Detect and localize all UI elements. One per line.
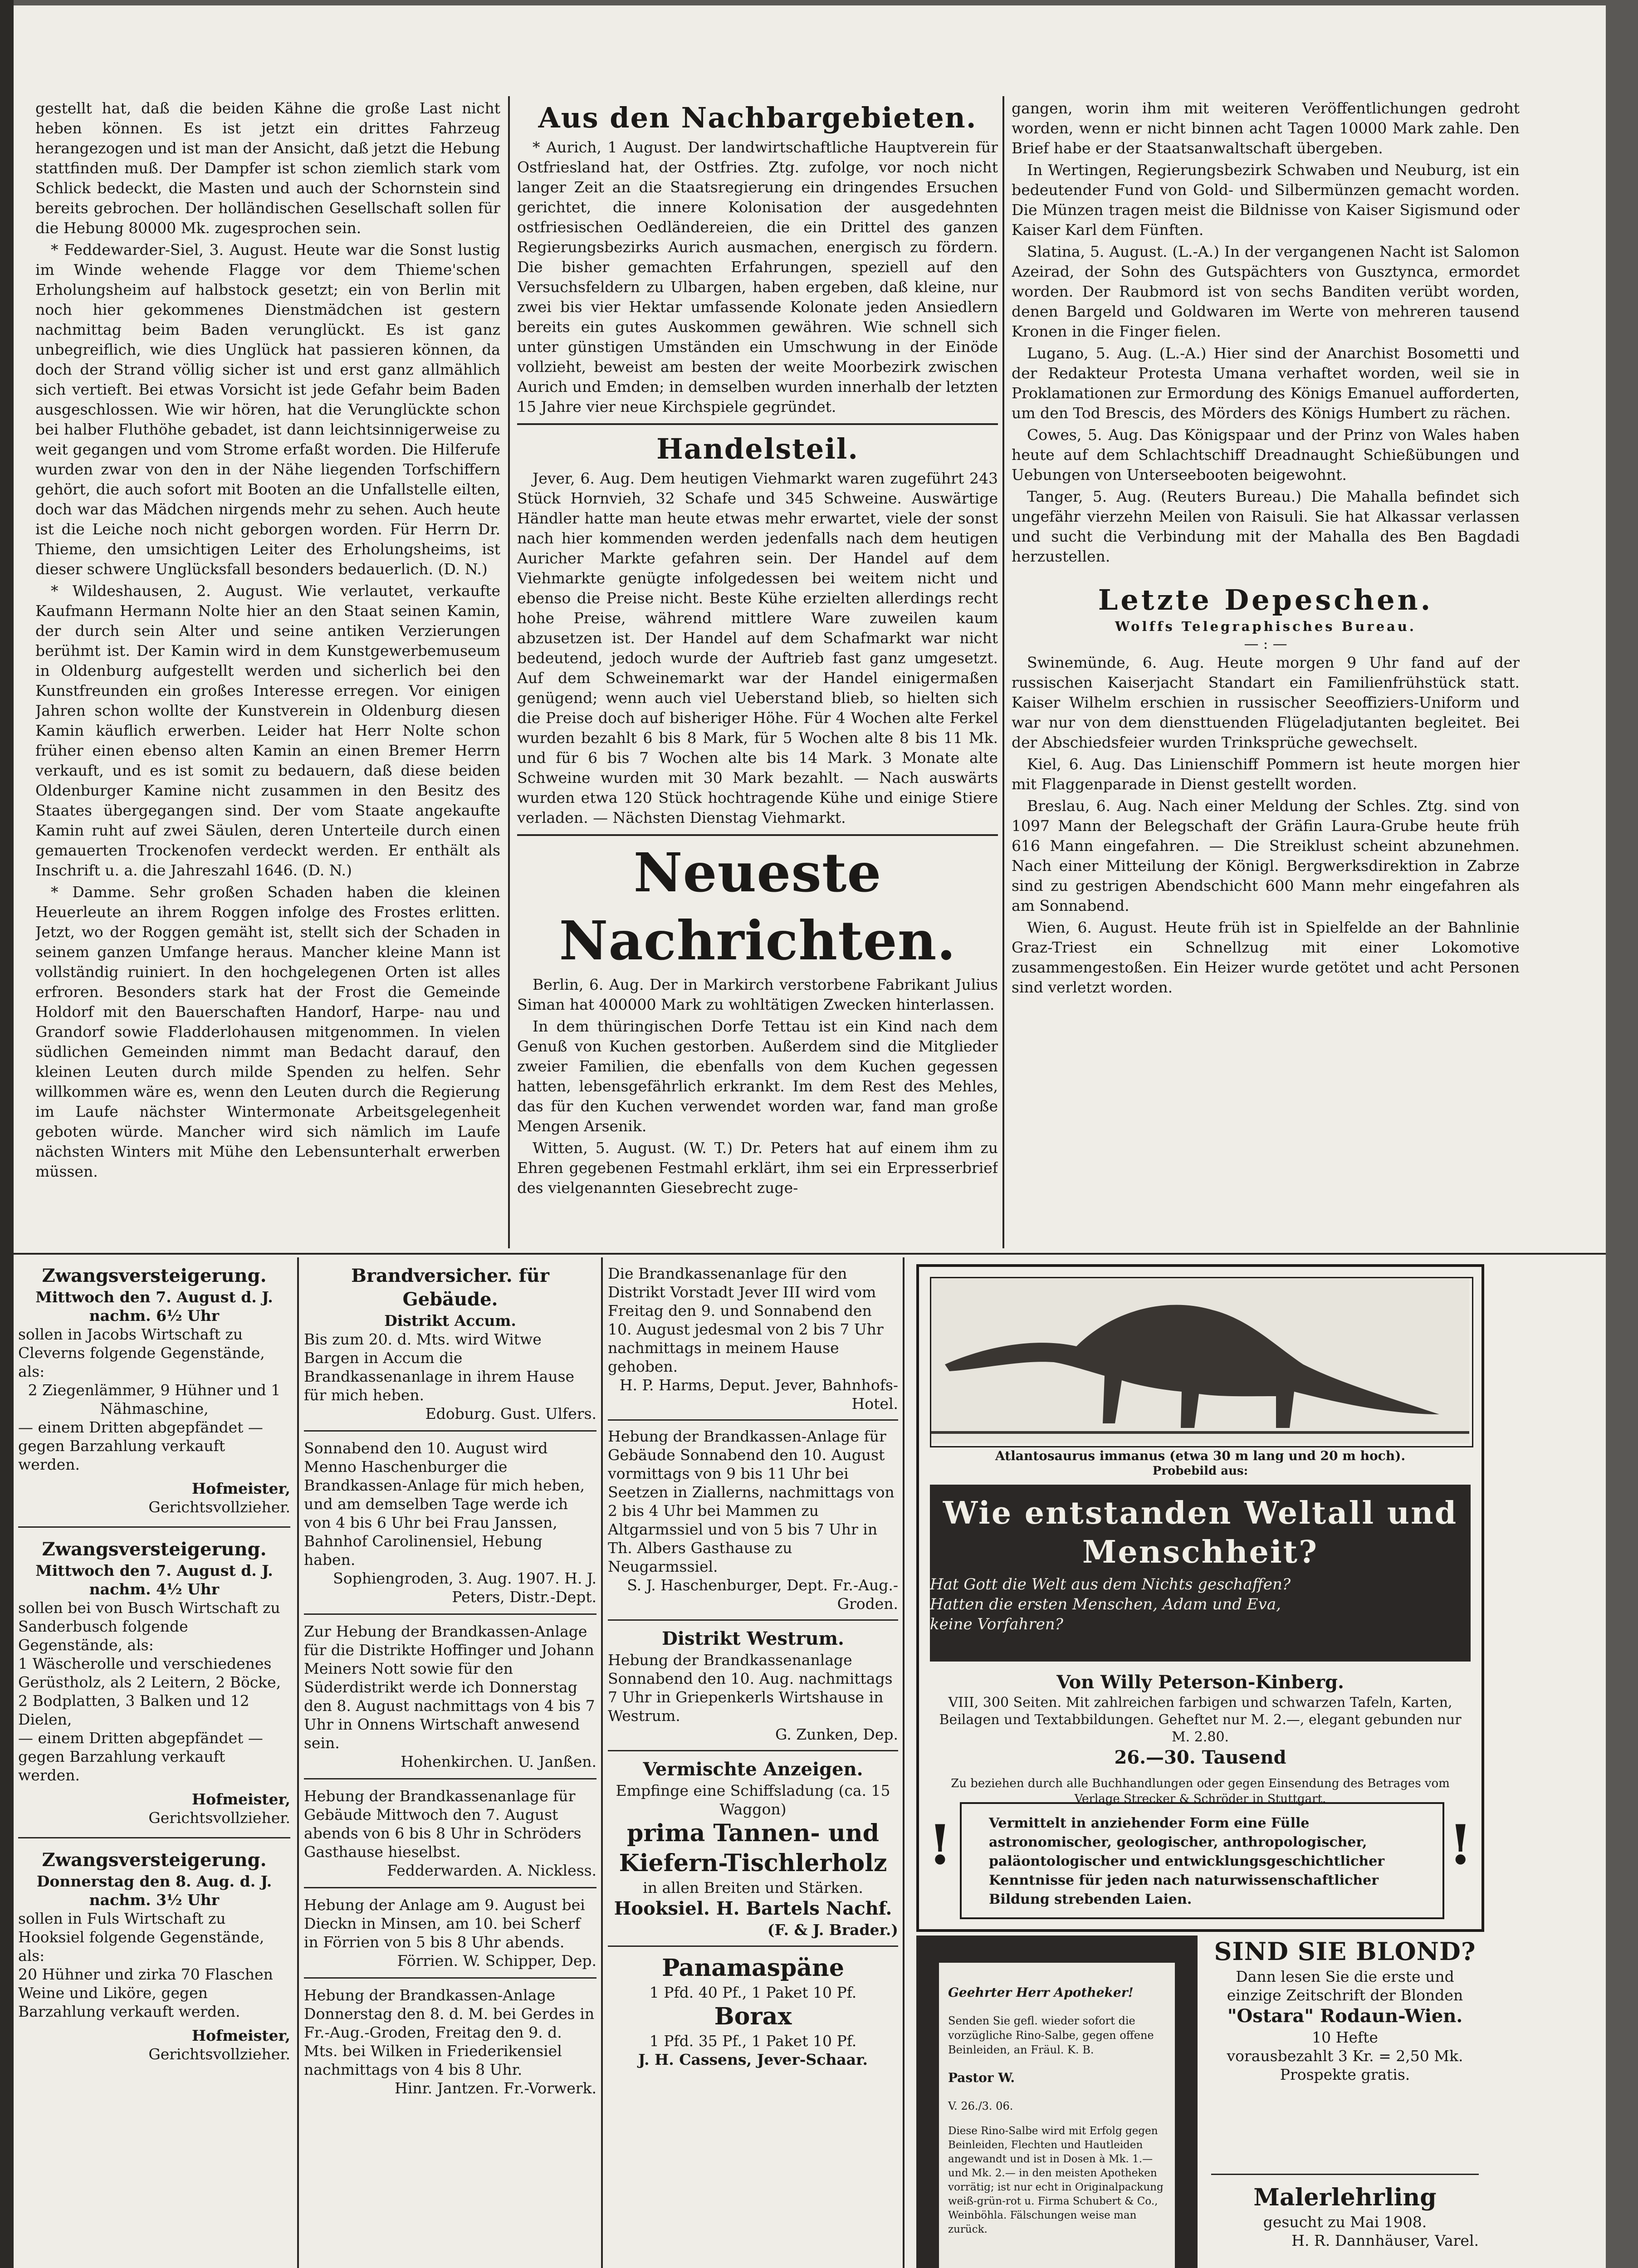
section-heading: Neueste Nachrichten. (559, 841, 956, 972)
ad-subtitle: Distrikt Accum. (384, 1312, 516, 1330)
ostara-ad (1211, 1936, 1479, 2190)
separator-mark: — : — (1244, 635, 1287, 652)
ad-signature: Fedderwarden. A. Nickless. (387, 1862, 597, 1879)
ad-text: vorausbezahlt 3 Kr. = 2,50 Mk. (1227, 2047, 1463, 2065)
article-list (517, 975, 998, 1198)
article-paragraph: * Feddewarder-Siel, 3. August. Heute war die Sonst lustig im Winde wehende Flagge vor dem Thieme'schen Erholungsheim auf halbstock gesetzt; ein von Berlin mit noch hier gekommenes Dienstmädchen ist gestern nachmittag beim Baden verunglückt. Es ist ganz unbegreiflich, wie dies Unglück hat passieren können, da doch der Strand völlig sicher ist und erst ganz allmählich sich vertieft. Bei etwas Vorsicht ist jede Gefahr beim Baden ausgeschlossen. Wie wir hören, hat die Verunglückte schon bei halber Fluthöhe gebadet, ist dann leichtsinnigerweise zu weit gegangen und vom Strome erfaßt worden. Die Hilferufe wurden zwar von den in der Nähe liegenden Torfschiffern gehört, die auch sofort mit Booten an die Unfallstelle eilten, doch war das Mädchen nirgends mehr zu sehen. Auch heute ist die Leiche noch nicht geborgen worden. Für Herrn Dr. Thieme, den umsichtigen Leiter des Erholungsheims, ist dieser schwere Unglücksfall besonders bedauerlich. (D. N.) (35, 241, 500, 578)
ad-headline: Panamaspäne (662, 1954, 844, 1982)
article-paragraph: Kiel, 6. Aug. Das Linienschiff Pommern ist heute morgen hier mit Flaggenparade in Dienst gestellt worden. (1012, 755, 1520, 793)
ad-text: — einem Dritten abgepfändet — gegen Barzahlung verkauft werden. (18, 1729, 263, 1784)
article-paragraph: In dem thüringischen Dorfe Tettau ist ein Kind nach dem Genuß von Kuchen gestorben. Außerdem sind die Mitglieder zweier Familien, die ebenfalls von dem Kuchen gegessen hatten, lebensgefährlich erkrankt. Im dem Rest des Mehles, das für den Kuchen verwendet worden war, fand man große Mengen Arsenik. (517, 1017, 998, 1135)
ad-headline: Borax (714, 2003, 792, 2030)
ad-signature: Gerichtsvollzieher. (148, 1809, 290, 1827)
article-paragraph: Berlin, 6. Aug. Der in Markirch verstorbene Fabrikant Julius Siman hat 400000 Mark zu wohltätigen Zwecken hinterlassen. (517, 976, 998, 1013)
article-paragraph: Tanger, 5. Aug. (Reuters Bureau.) Die Mahalla befindet sich ungefähr vierzehn Meilen von Raisuli. Sie hat Alkassar verlassen und sucht die Verbindung mit der Mahalla des Ben Bagdadi herzustellen. (1012, 488, 1520, 565)
auction-ad (18, 1264, 290, 1516)
ad-text: sollen bei von Busch Wirtschaft zu Sanderbusch folgende Gegenstände, als: (18, 1599, 280, 1654)
article-paragraph: Slatina, 5. August. (L.-A.) In der vergangenen Nacht ist Salomon Azeirad, der Sohn des Gutspächters von Gusztynca, ermordet worden. Der Raubmord ist von sechs Banditen verübt worden, denen Bargeld und Goldwaren im Werte von mehreren tausend Kronen in die Finger fielen. (1012, 243, 1520, 340)
ad-column-auctions (18, 1264, 290, 2268)
ad-text: 2 Ziegenlämmer, 9 Hühner und 1 Nähmaschine, (28, 1381, 281, 1418)
ad-rule (601, 1257, 603, 2268)
ad-signature: Gerichtsvollzieher. (148, 2045, 290, 2063)
column-rule (1002, 96, 1004, 1248)
article-paragraph: * Wildeshausen, 2. August. Wie verlautet, verkaufte Kaufmann Hermann Nolte hier an den Staat seinen Kamin, der durch sein Alter und seine antiken Verzierungen berühmt ist. Der Kamin wird in dem Kunstgewerbemuseum in Oldenburg aufgestellt werden und sicherlich bei den Kunstfreunden ein großes Interesse erregen. Vor einigen Jahren schon wollte der Kunstverein in Oldenburg diesen Kamin käuflich erwerben. Leider hat Herr Nolte schon früher einen ebenso alten Kamin an einen Bremer Herrn verkauft, und es ist somit zu bedauern, daß diese beiden Oldenburger Kamine nicht zusammen in den Besitz des Staates übergegangen sind. Der vom Staate angekaufte Kamin ruht auf zwei Säulen, deren Unterteile durch einen gemauerten Trockenofen verdeckt werden. Er enthält als Inschrift u. a. die Jahreszahl 1646. (D. N.) (35, 582, 500, 879)
article-paragraph: In Wertingen, Regierungsbezirk Schwaben und Neuburg, ist ein bedeutender Fund von Gold- und Silbermünzen gemacht worden. Die Münzen tragen meist die Bildnisse von Kaiser Sigismund oder Kaiser Karl dem Fünften. (1012, 161, 1520, 239)
auction-ad (18, 1538, 290, 1827)
ad-signature: Hinr. Jantzen. Fr.-Vorwerk. (394, 2079, 597, 2097)
left-column (35, 98, 500, 1246)
letter-signature: Pastor W. (948, 2070, 1015, 2085)
book-title: Menschheit? (1082, 1534, 1318, 1570)
ad-signature: Gerichtsvollzieher. (148, 1498, 290, 1516)
book-edition: 26.—30. Tausend (1114, 1747, 1286, 1768)
ad-text: 20 Hühner und zirka 70 Flaschen Weine und Liköre, gegen Barzahlung verkauft werden. (18, 1965, 273, 2020)
ad-signature: S. J. Haschenburger, Dept. Fr.-Aug.-Groden. (627, 1576, 898, 1613)
ad-text: Zur Hebung der Brandkassen-Anlage für die Distrikte Hoffinger und Johann Meiners Nott sowie für den Süderdistrikt werde ich Donnerstag den 8. August nachmittags von 4 bis 7 Uhr in Onnens Wirtschaft anwesend sein. (304, 1623, 595, 1752)
ad-signature: Hofmeister, (191, 1790, 290, 1808)
ad-signature: Förrien. W. Schipper, Dep. (397, 1952, 597, 1970)
ad-text: — einem Dritten abgepfändet — gegen Barzahlung verkauft werden. (18, 1418, 263, 1473)
book-question: Hat Gott die Welt aus dem Nichts geschaffen? (930, 1575, 1291, 1593)
letter-greeting: Geehrter Herr Apotheker! (948, 1985, 1134, 2000)
article-paragraph: Wien, 6. August. Heute früh ist in Spielfelde an der Bahnlinie Graz-Triest ein Schnellzug mit einer Lokomotive zusammengestoßen. Ein Heizer wurde getötet und acht Personen sind verletzt worden. (1012, 919, 1520, 996)
ad-signature: H. P. Harms, Deput. Jever, Bahnhofs-Hotel. (619, 1376, 898, 1413)
section-heading: Aus den Nachbargebieten. (538, 101, 977, 134)
ad-text: Dann lesen Sie die erste und einzige Zeitschrift der Blonden (1227, 1968, 1463, 2004)
ad-text: 10 Hefte (1312, 2028, 1378, 2046)
article-list (1012, 653, 1520, 997)
ad-title: Zwangsversteigerung. (42, 1849, 267, 1871)
newspaper-page (14, 5, 1606, 2268)
article-list (35, 98, 500, 1182)
book-description: VIII, 300 Seiten. Mit zahlreichen farbigen und schwarzen Tafeln, Karten, Beilagen und Textabbildungen. Geheftet nur M. 2.—, elegant gebunden nur M. 2.80. (939, 1695, 1462, 1745)
ad-signature: Hofmeister, (191, 2027, 290, 2044)
column-rule (508, 96, 510, 1248)
ad-date: Donnerstag den 8. Aug. d. J. nachm. 3½ Uhr (36, 1872, 272, 1909)
letter-text: Senden Sie gefl. wieder sofort die vorzügliche Rino-Salbe, gegen offene Beinleiden, an Fräul. K. B. (948, 2014, 1154, 2056)
exclamation-icon: ! (1448, 1813, 1472, 1877)
pharmacy-ad (916, 1936, 1198, 2268)
ad-signature: J. H. Cassens, Jever-Schaar. (638, 2051, 868, 2068)
article-paragraph: Jever, 6. Aug. Dem heutigen Viehmarkt waren zugeführt 243 Stück Hornvieh, 32 Schafe und 345 Schweine. Auswärtige Händler hatte man heute etwas mehr erwartet, viele der sonst nach hier kommenden werden jedenfalls nach dem heutigen Auricher Markte gefahren sein. Der Handel auf dem Viehmarkte genügte infolgedessen bei weitem nicht und ebenso die Preise nicht. Beste Kühe erzielten allerdings recht hohe Preise, während mittlere Ware zuweilen kaum abzusetzen ist. Der Handel auf dem Schafmarkt war nicht bedeutend, jedoch wurde der Auftrieb fast ganz umgesetzt. Auf dem Schweinemarkt war der Handel einigermaßen genügend; wenn auch viel Ueberstand blieb, so hielten sich die Preise doch auf bisheriger Höhe. Für 4 Wochen alte Ferkel wurden bezahlt 6 bis 8 Mark, für 5 Wochen alte 8 bis 11 Mk. und für 6 bis 7 Wochen alte bis 14 Mark. 3 Monate alte Schweine wurden mit 30 Mark bezahlt. — Nach auswärts wurden etwa 120 Stück hochtragende Kühe und einige Stiere verladen. — Nächsten Dienstag Viehmarkt. (517, 469, 998, 826)
ad-text: gesucht zu Mai 1908. (1263, 2213, 1427, 2231)
middle-column (517, 98, 998, 1246)
ad-text: Hebung der Brandkassenanlage für Gebäude Mittwoch den 7. August abends von 6 bis 8 Uhr in Schröders Gasthause hieselbst. (304, 1787, 582, 1861)
article-paragraph: Swinemünde, 6. Aug. Heute morgen 9 Uhr fand auf der russischen Kaiserjacht Standart ein Familienfrühstück statt. Kaiser Wilhelm erschien in russischer Seeoffiziers-Uniform und war nur von dem diensttuenden Flügeladjutanten begleitet. Bei der Abschiedsfeier wurden Trinksprüche gewechselt. (1012, 654, 1520, 751)
letter-date: V. 26./3. 06. (948, 2100, 1013, 2112)
section-rule (14, 1253, 1606, 1255)
article-list (517, 137, 998, 417)
book-ad (916, 1264, 1484, 1932)
article-paragraph: * Aurich, 1 August. Der landwirtschaftliche Hauptverein für Ostfriesland hat, der Ostfries. Ztg. zufolge, vor noch nicht langer Zeit an die Staatsregierung ein dringendes Ersuchen gerichtet, die innere Kolonisation der ausgedehnten ostfriesischen Oedländereien, die ein Drittel des ganzen Regierungsbezirks Aurich ausmachen, energisch zu fördern. Die bisher gemachten Erfahrungen, speziell auf den Versuchsfeldern zu Ulbargen, haben ergeben, daß kleine, nur zwei bis vier Hektar umfassende Kolonate jeden Ansiedlern bereits ein gutes Auskommen gewähren. Wie schnell sich unter günstigen Umständen ein Umschwung in der Einöde vollzieht, beweist am besten der weite Moorbezirk zwischen Aurich und Emden; in demselben wurden innerhalb der letzten 15 Jahre vier neue Kirchspiele gegründet. (517, 138, 998, 415)
ad-signature: (F. & J. Brader.) (767, 1921, 898, 1939)
ad-text: 1 Pfd. 40 Pf., 1 Paket 10 Pf. (649, 1984, 857, 2001)
article-paragraph: * Damme. Sehr großen Schaden haben die kleinen Heuerleute an ihrem Roggen infolge des Frostes erlitten. Jetzt, wo der Roggen gemäht ist, stellt sich der Schaden in seinem ganzen Umfange heraus. Mancher kleine Mann ist vollständig ruiniert. In den hochgelegenen Orten ist alles erfroren. Besonders stark hat der Frost die Gemeinde Holdorf mit den Bauerschaften Handorf, Harpe- nau und Grandorf sowie Fladderlohausen mitgenommen. In vielen südlichen Gemeinden nimmt man Bedacht darauf, den kleinen Leuten durch milde Spenden zu helfen. Sehr willkommen wäre es, wenn den Leuten durch die Regierung im Laufe nächster Wintermonate Arbeitsgelegenheit geboten würde. Mancher wird sich nämlich im Laufe nächsten Winters mit Mühe den Lebensunterhalt erwerben müssen. (35, 883, 500, 1180)
ad-text: Hebung der Anlage am 9. August bei Dieckn in Minsen, am 10. bei Scherf in Förrien von 5 bis 8 Uhr abends. (304, 1896, 585, 1951)
apprentice-ad (1211, 2183, 1479, 2268)
ad-company: "Ostara" Rodaun-Wien. (1227, 2005, 1463, 2027)
separator (517, 834, 998, 836)
book-question: Hatten die ersten Menschen, Adam und Eva, (930, 1595, 1281, 1613)
auction-ad (18, 1848, 290, 2063)
ad-signature: Edoburg. Gust. Ulfers. (425, 1405, 597, 1422)
ad-date: Mittwoch den 7. August d. J. nachm. 4½ Uhr (35, 1562, 273, 1598)
article-paragraph: gangen, worin ihm mit weiteren Veröffentlichungen gedroht worden, wenn er nicht binnen acht Tagen 10000 Mark zahle. Den Brief habe er der Staatsanwaltschaft übergeben. (1012, 99, 1520, 157)
illustration-caption: Probebild aus: (1152, 1464, 1248, 1478)
ad-column-fire-insurance (304, 1264, 597, 2268)
dinosaur-illustration (930, 1277, 1473, 1447)
ad-text: Prospekte gratis. (1280, 2066, 1410, 2083)
section-subheading: Wolffs Telegraphisches Bureau. (1115, 619, 1417, 634)
ad-date: Mittwoch den 7. August d. J. nachm. 6½ Uhr (35, 1288, 273, 1325)
ad-title: Zwangsversteigerung. (42, 1539, 267, 1560)
ad-text: 1 Pfd. 35 Pf., 1 Paket 10 Pf. (649, 2032, 857, 2050)
book-author: Von Willy Peterson-Kinberg. (1056, 1672, 1344, 1693)
article-paragraph: Lugano, 5. Aug. (L.-A.) Hier sind der Anarchist Bosometti und der Redakteur Protesta Umana verhaftet worden, weil sie in Proklamationen zur Ermordung des Königs Emanuel aufforderten, um den Tod Brescis, des Mörders des Königs Humbert zu rächen. (1012, 344, 1520, 422)
article-paragraph: gestellt hat, daß die beiden Kähne die große Last nicht heben können. Es ist jetzt ein drittes Fahrzeug herangezogen und ist man der Ansicht, daß jetzt die Hebung stattfinden muß. Der Dampfer ist schon ziemlich stark vom Schlick bedeckt, die Masten und auch der Schornstein sind bereits gebrochen. Der holländischen Gesellschaft sollen für die Hebung 80000 Mk. zugesprochen sein. (35, 99, 500, 237)
ad-title: Vermischte Anzeigen. (643, 1759, 863, 1780)
ad-title: Brandversicher. für Gebäude. (351, 1265, 549, 1310)
section-heading: Letzte Depeschen. (1098, 583, 1433, 616)
article-paragraph: Breslau, 6. Aug. Nach einer Meldung der Schles. Ztg. sind von 1097 Mann der Belegschaft der Gräfin Laura-Grube heute früh 616 Mann eingefahren. — Die Streiklust scheint abzunehmen. Nach einer Mitteilung der Königl. Bergwerksdirektion in Zabrze sind zu gestrigen Abendschicht 600 Mann mehr eingefahren als am Sonnabend. (1012, 797, 1520, 914)
book-title: Wie entstanden Weltall und (943, 1495, 1458, 1531)
ad-text: Hebung der Brandkassenanlage Sonnabend den 10. Aug. nachmittags 7 Uhr in Griepenkerls Wirtshause in Westrum. (608, 1651, 893, 1725)
article-list (517, 469, 998, 828)
ad-signature: Hofmeister, (191, 1480, 290, 1497)
ad-signature: Hohenkirchen. U. Janßen. (401, 1753, 597, 1770)
ad-text: Bis zum 20. d. Mts. wird Witwe Bargen in Accum die Brandkassenanlage in ihrem Hause für mich heben. (304, 1330, 575, 1404)
ad-text: sollen in Fuls Wirtschaft zu Hooksiel folgende Gegenstände, als: (18, 1910, 264, 1965)
section-heading: Handelsteil. (656, 432, 859, 465)
dinosaur-icon (931, 1278, 1469, 1443)
ad-signature: Sophiengroden, 3. Aug. 1907. H. J. Peters, Distr.-Dept. (333, 1569, 597, 1606)
article-list (1012, 98, 1520, 567)
ad-signature: H. R. Dannhäuser, Varel. (1291, 2232, 1479, 2249)
ad-text: Sonnabend den 10. August wird Menno Haschenburger die Brandkassen-Anlage für mich heben, und am demselben Tage werde ich von 4 bis 6 Uhr bei Frau Janssen, Bahnhof Carolinensiel, Hebung haben. (304, 1439, 585, 1569)
separator (517, 423, 998, 425)
ad-rule (903, 1257, 905, 2268)
book-question: keine Vorfahren? (930, 1615, 1063, 1633)
ad-rule (1211, 2174, 1479, 2175)
letter-text: Diese Rino-Salbe wird mit Erfolg gegen Beinleiden, Flechten und Hautleiden angewandt und ist in Dosen à Mk. 1.— und Mk. 2.— in den meisten Apotheken vorrätig; ist nur echt in Originalpackung weiß-grün-rot u. Firma Schubert & Co., Weinböhla. Fälschungen weise man zurück. (948, 2125, 1164, 2235)
illustration-caption: Atlantosaurus immanus (etwa 30 m lang und 20 m hoch). (995, 1448, 1406, 1463)
ad-headline: Malerlehrling (1253, 2184, 1437, 2211)
ad-title: Zwangsversteigerung. (42, 1265, 267, 1286)
ad-signature: G. Zunken, Dep. (775, 1725, 898, 1743)
ad-text: 1 Wäscherolle und verschiedenes Gerüstholz, als 2 Leitern, 2 Böcke, 2 Bodplatten, 3 Balken und 12 Dielen, (18, 1655, 281, 1728)
article-paragraph: Witten, 5. August. (W. T.) Dr. Peters hat auf einem ihm zu Ehren gegebenen Festmahl erklärt, ihm sei ein Erpresserbrief des vielgenannten Giesebrecht zuge- (517, 1139, 998, 1197)
ad-text: Hebung der Brandkassen-Anlage Donnerstag den 8. d. M. bei Gerdes in Fr.-Aug.-Groden, Freitag den 9. d. Mts. bei Wilken in Friederikensiel nachmittags von 4 bis 8 Uhr. (304, 1986, 595, 2078)
ad-text: Hebung der Brandkassen-Anlage für Gebäude Sonnabend den 10. August vormittags von 9 bis 11 Uhr bei Seetzen in Ziallerns, nachmittags von 2 bis 4 Uhr bei Mammen zu Altgarmssiel und von 5 bis 7 Uhr in Th. Albers Gasthause zu Neugarmssiel. (608, 1427, 895, 1575)
article-paragraph: Cowes, 5. Aug. Das Königspaar und der Prinz von Wales haben heute auf dem Schlachtschiff Dreadnaught Schießübungen und Uebungen von Unterseebooten beigewohnt. (1012, 426, 1520, 484)
book-title-box (930, 1485, 1471, 1662)
ad-text: in allen Breiten und Stärken. (643, 1879, 863, 1897)
ad-text: Die Brandkassenanlage für den Distrikt Vorstadt Jever III wird vom Freitag den 9. und Sonnabend den 10. August jedesmal von 2 bis 7 Uhr nachmittags in meinem Hause gehoben. (608, 1265, 884, 1375)
right-column (1012, 98, 1520, 1246)
ad-company: Hooksiel. H. Bartels Nachf. (614, 1898, 892, 1919)
ad-title: Distrikt Westrum. (662, 1628, 844, 1649)
exclamation-icon: ! (928, 1813, 952, 1877)
ad-column-misc (608, 1264, 898, 2268)
book-promo-text: Vermittelt in anziehender Form eine Fülle astronomischer, geologischer, anthropologischer, paläontologischer und entwicklungsgeschichtlicher Kenntnisse für jeden nach naturwissenschaftlicher Bildung strebenden Laien. (989, 1815, 1385, 1907)
book-order-info: Zu beziehen durch alle Buchhandlungen oder gegen Einsendung des Betrages vom Verlage Strecker & Schröder in Stuttgart. (951, 1777, 1450, 1806)
ad-rule (297, 1257, 299, 2268)
ad-text: Empfinge eine Schiffsladung (ca. 15 Waggon) (616, 1782, 890, 1818)
ad-headline: prima Tannen- und Kiefern-Tischlerholz (619, 1819, 887, 1877)
pharmacy-letter (939, 1963, 1175, 2268)
page-edge-shadow (0, 0, 14, 2268)
ad-text: sollen in Jacobs Wirtschaft zu Cleverns folgende Gegenstände, als: (18, 1325, 265, 1380)
book-promo-box (960, 1802, 1444, 1919)
ad-headline: SIND SIE BLOND? (1214, 1937, 1476, 1966)
